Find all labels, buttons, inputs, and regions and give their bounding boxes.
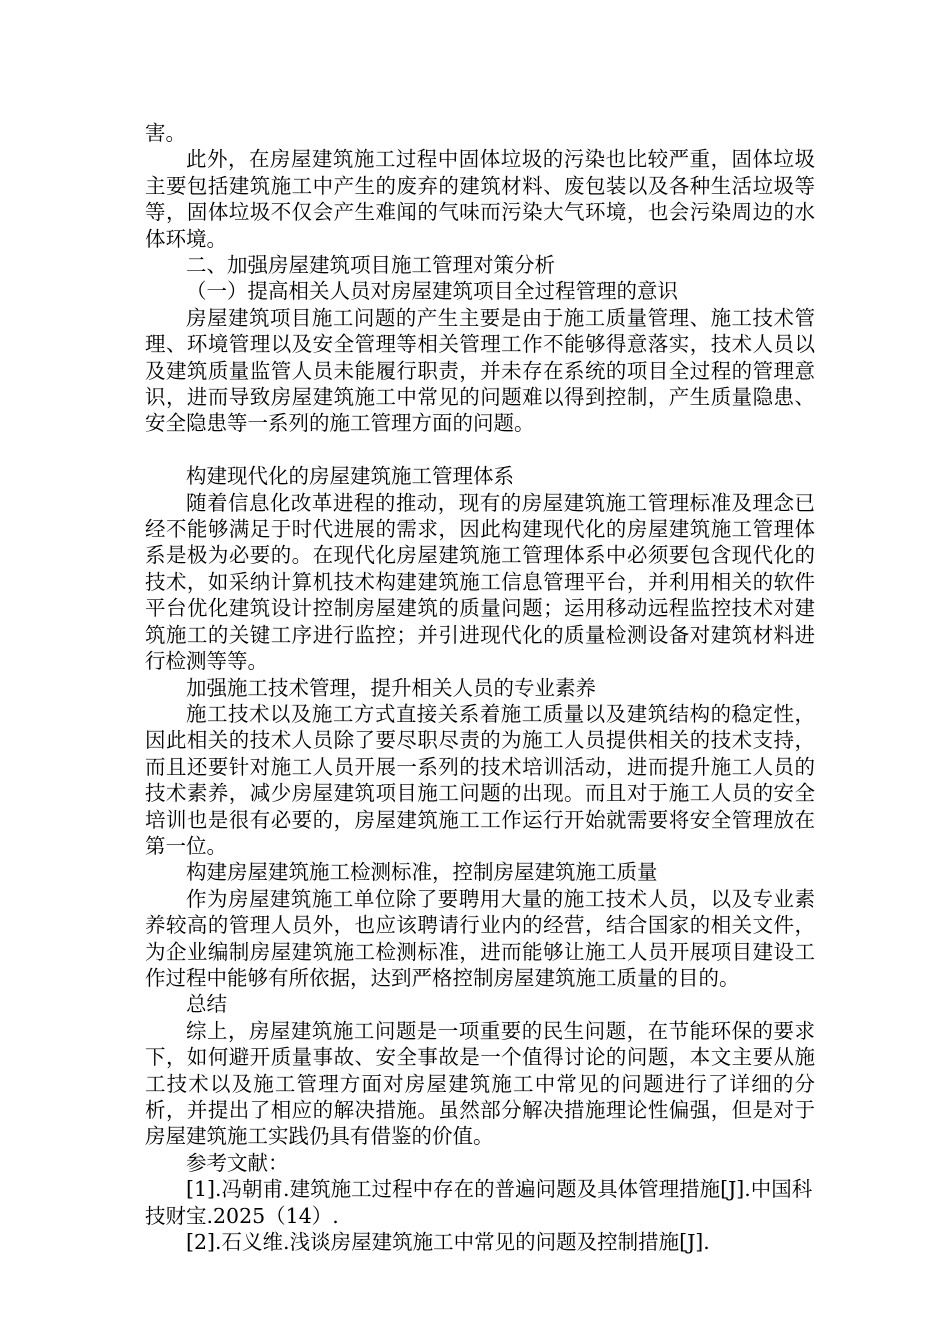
subsection-heading-1: （一）提高相关人员对房屋建筑项目全过程管理的意识 (186, 279, 678, 304)
paragraph-inspection-standard: 作为房屋建筑施工单位除了要聘用大量的施工技术人员，以及专业素养较高的管理人员外，也应该聘请行业内的经营，结合国家的相关文件，为企业编制房屋建筑施工检测标准，进而能够让施工人员开展项目建设工作过程中能够有所依据，达到严格控制房屋建筑施工质量的目的。 (145, 886, 815, 990)
paragraph-solid-waste: 此外，在房屋建筑施工过程中固体垃圾的污染也比较严重，固体垃圾主要包括建筑施工中产生的废弃的建筑材料、废包装以及各种生活垃圾等等，固体垃圾不仅会产生难闻的气味而污染大气环境，也会污染周边的水体环境。 (145, 147, 815, 251)
section-heading-2: 二、加强房屋建筑项目施工管理对策分析 (186, 253, 555, 278)
paragraph-summary: 综上，房屋建筑施工问题是一项重要的民生问题，在节能环保的要求下，如何避开质量事故、安全事故是一个值得讨论的问题，本文主要从施工技术以及施工管理方面对房屋建筑施工中常见的问题进行了详细的分析，并提出了相应的解决措施。虽然部分解决措施理论性偏强，但是对于房屋建筑施工实践仍具有借鉴的价值。 (145, 1018, 815, 1149)
reference-item-1: [1].冯朝甫.建筑施工过程中存在的普遍问题及具体管理措施[J].中国科技财宝.2025（14）. (145, 1177, 813, 1228)
paragraph-awareness: 房屋建筑项目施工问题的产生主要是由于施工质量管理、施工技术管理、环境管理以及安全管理等相关管理工作不能够得意落实，技术人员以及建筑质量监管人员未能履行职责，并未存在系统的项目全过程的管理意识，进而导致房屋建筑施工中常见的问题难以得到控制，产生质量隐患、安全隐患等一系列的施工管理方面的问题。 (145, 305, 815, 436)
reference-item-2: [2].石义维.浅谈房屋建筑施工中常见的问题及控制措施[J]. (186, 1230, 710, 1255)
paragraph-continuation: 害。 (145, 121, 186, 145)
heading-summary: 总结 (186, 992, 227, 1017)
subsection-heading-technical-management: 加强施工技术管理，提升相关人员的专业素养 (186, 675, 596, 700)
subsection-heading-inspection-standard: 构建房屋建筑施工检测标准，控制房屋建筑施工质量 (186, 860, 658, 885)
heading-references: 参考文献： (186, 1150, 289, 1175)
subsection-heading-management-system: 构建现代化的房屋建筑施工管理体系 (186, 464, 514, 489)
paragraph-technical-management: 施工技术以及施工方式直接关系着施工质量以及建筑结构的稳定性，因此相关的技术人员除了要尽职尽责的为施工人员提供相关的技术支持，而且还要针对施工人员开展一系列的技术培训活动，进而提升施工人员的技术素养，减少房屋建筑项目施工问题的出现。而且对于施工人员的安全培训也是很有必要的，房屋建筑施工工作运行开始就需要将安全管理放在第一位。 (145, 701, 815, 858)
paragraph-management-system: 随着信息化改革进程的推动，现有的房屋建筑施工管理标准及理念已经不能够满足于时代进展的需求，因此构建现代化的房屋建筑施工管理体系是极为必要的。在现代化房屋建筑施工管理体系中必须要包含现代化的技术，如采纳计算机技术构建建筑施工信息管理平台，并利用相关的软件平台优化建筑设计控制房屋建筑的质量问题；运用移动远程监控技术对建筑施工的关键工序进行监控；并引进现代化的质量检测设备对建筑材料进行检测等等。 (145, 490, 815, 674)
document-body (145, 120, 815, 1255)
